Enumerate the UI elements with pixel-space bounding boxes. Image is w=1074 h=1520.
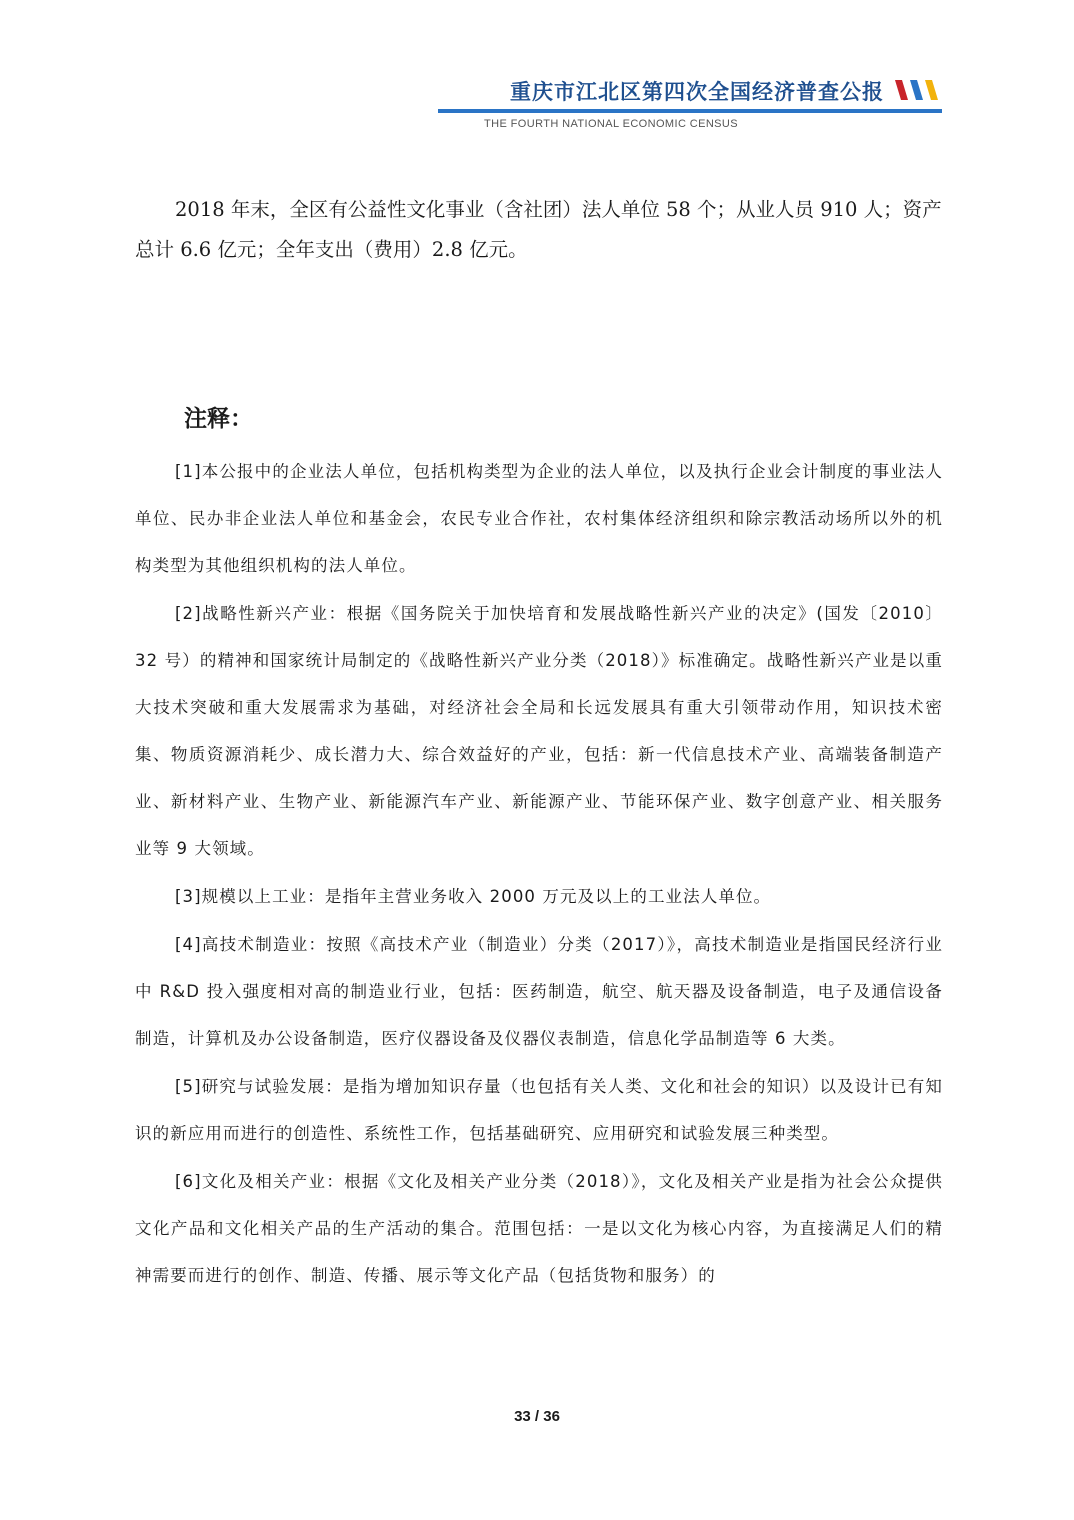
- note-item-5: [5]研究与试验发展：是指为增加知识存量（也包括有关人类、文化和社会的知识）以及设计已有知识的新应用而进行的创造性、系统性工作，包括基础研究、应用研究和试验发展三种类型。: [135, 1077, 943, 1143]
- header-stripes-logo: [893, 78, 943, 102]
- summary-paragraph: 2018 年末，全区有公益性文化事业（含社团）法人单位 58 个；从业人员 910 人；资产总计 6.6 亿元；全年支出（费用）2.8 亿元。: [135, 198, 942, 261]
- note-item-4: [4]高技术制造业：按照《高技术产业（制造业）分类（2017）》，高技术制造业是指国民经济行业中 R&D 投入强度相对高的制造业行业，包括：医药制造，航空、航天器及设备制造，电子及通信设备制造，计算机及办公设备制造，医疗仪器设备及仪器仪表制造，信息化学品制造等 6 大类。: [135, 935, 943, 1048]
- note-item-6: [6]文化及相关产业：根据《文化及相关产业分类（2018）》，文化及相关产业是指为社会公众提供文化产品和文化相关产品的生产活动的集合。范围包括：一是以文化为核心内容，为直接满足人们的精神需要而进行的创作、制造、传播、展示等文化产品（包括货物和服务）的: [135, 1172, 943, 1285]
- note-item-2: [2]战略性新兴产业：根据《国务院关于加快培育和发展战略性新兴产业的决定》(国发〔2010〕32 号）的精神和国家统计局制定的《战略性新兴产业分类（2018）》标准确定。战略性新兴产业是以重大技术突破和重大发展需求为基础，对经济社会全局和长远发展具有重大引领带动作用，知识技术密集、物质资源消耗少、成长潜力大、综合效益好的产业，包括：新一代信息技术产业、高端装备制造产业、新材料产业、生物产业、新能源汽车产业、新能源产业、节能环保产业、数字创意产业、相关服务业等 9 大领域。: [135, 604, 943, 858]
- notes-list: [135, 448, 943, 1300]
- stripe-blue: [910, 80, 923, 100]
- notes-heading: 注释：: [184, 406, 253, 432]
- stripe-yellow: [925, 80, 938, 100]
- header-subtitle: THE FOURTH NATIONAL ECONOMIC CENSUS: [484, 118, 738, 130]
- note-item-1: [1]本公报中的企业法人单位，包括机构类型为企业的法人单位，以及执行企业会计制度的事业法人单位、民办非企业法人单位和基金会，农民专业合作社，农村集体经济组织和除宗教活动场所以外的机构类型为其他组织机构的法人单位。: [135, 462, 943, 575]
- header-title: 重庆市江北区第四次全国经济普查公报: [510, 79, 884, 104]
- note-item-3: [3]规模以上工业：是指年主营业务收入 2000 万元及以上的工业法人单位。: [175, 887, 772, 906]
- header-rule: [438, 109, 942, 113]
- page-header: [0, 0, 1074, 140]
- stripe-red: [895, 80, 908, 100]
- page-number: 33 / 36: [514, 1408, 560, 1425]
